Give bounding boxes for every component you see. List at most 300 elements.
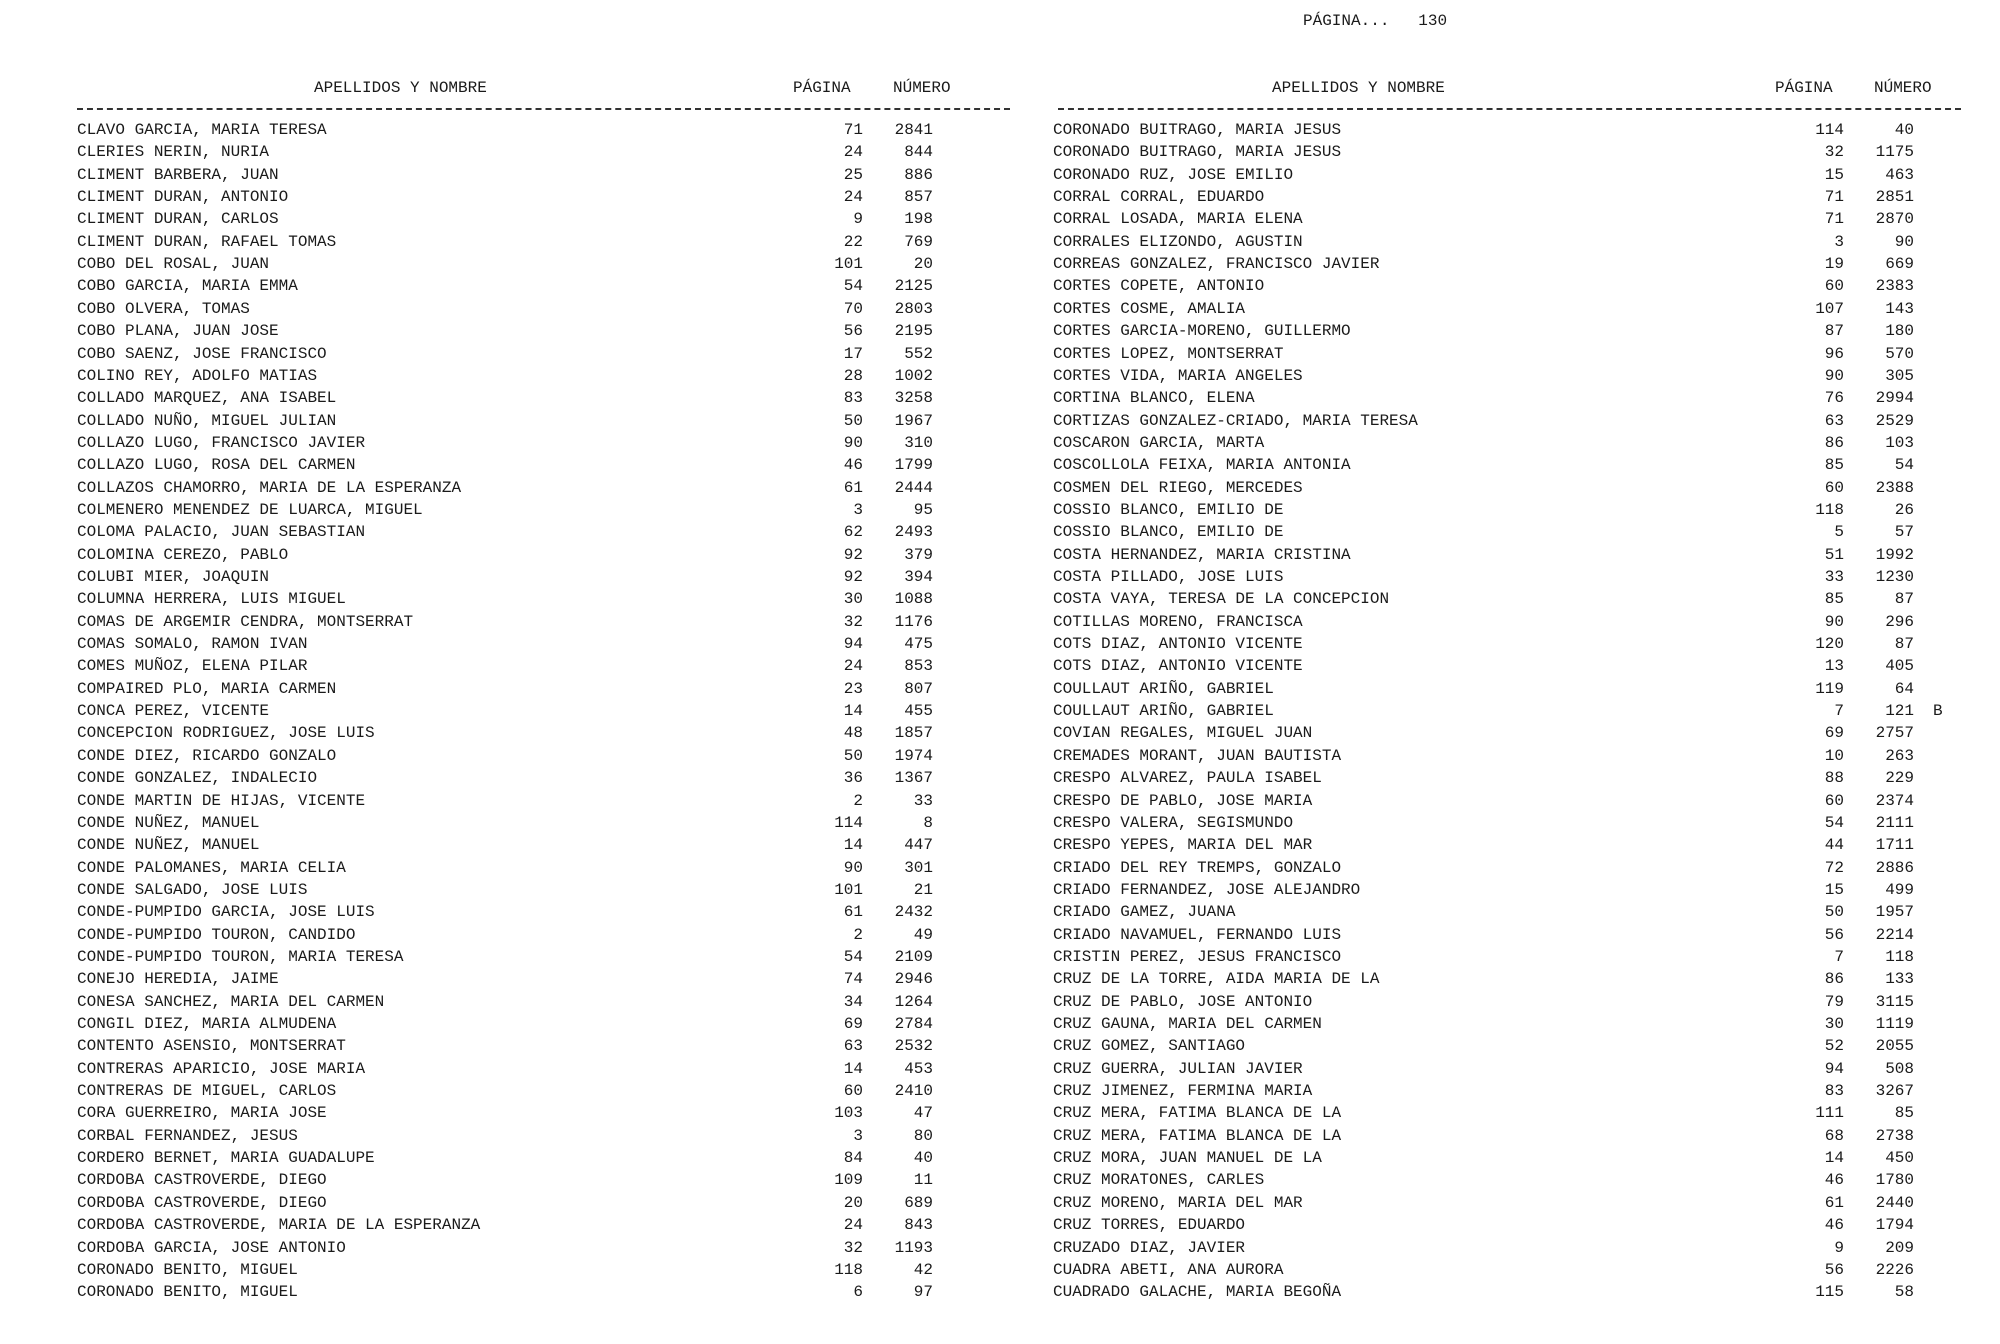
entry-name: COLLAZO LUGO, ROSA DEL CARMEN: [77, 456, 356, 475]
entry-number: 2226: [1875, 1260, 1914, 1279]
entry-name: CONDE-PUMPIDO TOURON, CANDIDO: [77, 925, 356, 944]
entry-page: 56: [1824, 925, 1844, 944]
entry-page: 3: [1834, 232, 1844, 251]
entry-name: CLAVO GARCIA, MARIA TERESA: [77, 121, 327, 139]
entry-number: 1974: [894, 746, 933, 765]
index-row: [0, 1037, 2000, 1059]
entry-name: CLIMENT DURAN, ANTONIO: [77, 188, 289, 207]
entry-page: 24: [843, 143, 863, 162]
entry-number: 1967: [894, 411, 933, 430]
right-divider: [1058, 108, 1961, 110]
index-row: [0, 1283, 2000, 1305]
right-header-name: APELLIDOS Y NOMBRE: [1272, 79, 1445, 97]
entry-name: COSCOLLOLA FEIXA, MARIA ANTONIA: [1053, 456, 1351, 475]
entry-page: 107: [1815, 299, 1844, 318]
index-row: [0, 657, 2000, 679]
entry-page: 24: [843, 1216, 863, 1235]
entry-number: 95: [913, 500, 933, 519]
entry-name: CRUZ MORENO, MARIA DEL MAR: [1053, 1193, 1303, 1212]
entry-number: 1857: [894, 724, 933, 743]
entry-number: 11: [913, 1171, 933, 1190]
entry-flag: B: [1933, 702, 1943, 721]
entry-name: CORA GUERREIRO, MARIA JOSE: [77, 1104, 327, 1123]
entry-name: CONDE-PUMPIDO GARCIA, JOSE LUIS: [77, 903, 375, 922]
entry-name: COSTA PILLADO, JOSE LUIS: [1053, 568, 1284, 586]
entry-name: COMAS SOMALO, RAMON IVAN: [77, 635, 308, 654]
entry-number: 49: [913, 925, 933, 944]
entry-name: CONDE DIEZ, RICARDO GONZALO: [77, 746, 337, 765]
entry-page: 69: [843, 1015, 863, 1033]
entry-name: CRUZ DE LA TORRE, AIDA MARIA DE LA: [1053, 970, 1380, 989]
entry-page: 54: [843, 947, 863, 966]
entry-page: 52: [1824, 1037, 1844, 1056]
entry-page: 32: [843, 1238, 863, 1257]
entry-number: 844: [904, 143, 933, 162]
entry-page: 68: [1824, 1126, 1844, 1145]
entry-number: 552: [904, 344, 933, 363]
entry-name: CRUZ MORATONES, CARLES: [1053, 1171, 1265, 1190]
index-row: [0, 456, 2000, 478]
entry-page: 72: [1824, 858, 1844, 877]
entry-name: COMAS DE ARGEMIR CENDRA, MONTSERRAT: [77, 612, 414, 631]
index-row: [0, 1127, 2000, 1149]
entry-page: 62: [843, 523, 863, 542]
entry-page: 60: [1824, 791, 1844, 810]
entry-number: 463: [1885, 165, 1914, 184]
entry-number: 853: [904, 657, 933, 676]
entry-page: 109: [834, 1171, 863, 1190]
entry-name: CORBAL FERNANDEZ, JESUS: [77, 1126, 298, 1145]
entry-name: CORONADO BUITRAGO, MARIA JESUS: [1053, 121, 1342, 139]
page-number: 130: [1418, 12, 1448, 30]
entry-number: 47: [913, 1104, 933, 1123]
entry-page: 24: [843, 188, 863, 207]
entry-number: 2195: [894, 322, 933, 341]
entry-page: 46: [1824, 1216, 1844, 1235]
index-row: [0, 1171, 2000, 1193]
entry-number: 54: [1894, 456, 1914, 475]
index-row: [0, 747, 2000, 769]
entry-name: CRUZ GOMEZ, SANTIAGO: [1053, 1037, 1246, 1056]
entry-number: 3267: [1875, 1082, 1914, 1101]
entry-number: 689: [904, 1193, 933, 1212]
index-row: [0, 859, 2000, 881]
entry-page: 96: [1824, 344, 1844, 363]
index-row: [0, 300, 2000, 322]
entry-number: 2738: [1875, 1126, 1914, 1145]
entry-page: 92: [843, 568, 863, 586]
entry-page: 56: [843, 322, 863, 341]
entry-page: 76: [1824, 389, 1844, 408]
entry-number: 2444: [894, 478, 933, 497]
entry-page: 22: [843, 232, 863, 251]
entry-name: CONCEPCION RODRIGUEZ, JOSE LUIS: [77, 724, 375, 743]
entry-number: 118: [1885, 947, 1914, 966]
entry-name: CRUZ MERA, FATIMA BLANCA DE LA: [1053, 1104, 1342, 1123]
entry-number: 2440: [1875, 1193, 1914, 1212]
entry-name: CRUZ MERA, FATIMA BLANCA DE LA: [1053, 1126, 1342, 1145]
entry-name: CORDOBA GARCIA, JOSE ANTONIO: [77, 1238, 346, 1257]
entry-page: 50: [1824, 903, 1844, 922]
entry-name: COLUMNA HERRERA, LUIS MIGUEL: [77, 590, 346, 609]
entry-page: 92: [843, 545, 863, 564]
entry-number: 2803: [894, 299, 933, 318]
entry-page: 114: [834, 813, 863, 832]
entry-name: CONCA PEREZ, VICENTE: [77, 702, 270, 721]
index-row: [0, 501, 2000, 523]
entry-number: 2410: [894, 1082, 933, 1101]
index-row: [0, 948, 2000, 970]
index-row: [0, 389, 2000, 411]
entry-page: 85: [1824, 590, 1844, 609]
index-row: [0, 926, 2000, 948]
entry-page: 46: [843, 456, 863, 475]
entry-page: 46: [1824, 1171, 1844, 1190]
entry-name: CORTINA BLANCO, ELENA: [1053, 389, 1255, 408]
entry-page: 20: [843, 1193, 863, 1212]
entry-page: 14: [843, 1059, 863, 1078]
entry-name: CRUZADO DIAZ, JAVIER: [1053, 1238, 1246, 1257]
entry-page: 86: [1824, 433, 1844, 452]
entry-name: CORDOBA CASTROVERDE, MARIA DE LA ESPERANZA: [77, 1216, 481, 1235]
index-row: [0, 546, 2000, 568]
entry-page: 101: [834, 255, 863, 274]
entry-number: 2757: [1875, 724, 1914, 743]
entry-name: COSTA VAYA, TERESA DE LA CONCEPCION: [1053, 590, 1390, 609]
entry-page: 85: [1824, 456, 1844, 475]
entry-number: 20: [913, 255, 933, 274]
entry-page: 60: [1824, 478, 1844, 497]
entry-page: 25: [843, 165, 863, 184]
entry-number: 40: [913, 1149, 933, 1168]
entry-number: 807: [904, 679, 933, 698]
index-row: [0, 143, 2000, 165]
entry-name: CORREAS GONZALEZ, FRANCISCO JAVIER: [1053, 255, 1380, 274]
entry-name: COTILLAS MORENO, FRANCISCA: [1053, 612, 1303, 631]
index-row: [0, 993, 2000, 1015]
entry-page: 10: [1824, 746, 1844, 765]
index-row: [0, 568, 2000, 590]
entry-page: 32: [843, 612, 863, 631]
entry-name: CLIMENT DURAN, RAFAEL TOMAS: [77, 232, 337, 251]
index-row: [0, 121, 2000, 143]
entry-number: 843: [904, 1216, 933, 1235]
entry-name: CORTES LOPEZ, MONTSERRAT: [1053, 344, 1284, 363]
entry-name: CRUZ TORRES, EDUARDO: [1053, 1216, 1246, 1235]
entry-name: CORDOBA CASTROVERDE, DIEGO: [77, 1171, 327, 1190]
entry-number: 229: [1885, 769, 1914, 788]
entry-page: 3: [853, 1126, 863, 1145]
entry-name: COLLAZO LUGO, FRANCISCO JAVIER: [77, 433, 366, 452]
entry-page: 101: [834, 880, 863, 899]
entry-name: CONDE MARTIN DE HIJAS, VICENTE: [77, 791, 366, 810]
entry-number: 1794: [1875, 1216, 1914, 1235]
index-row: [0, 1239, 2000, 1261]
entry-number: 305: [1885, 366, 1914, 385]
entry-name: CORONADO BUITRAGO, MARIA JESUS: [1053, 143, 1342, 162]
index-row: [0, 233, 2000, 255]
entry-page: 5: [1834, 523, 1844, 542]
entry-name: CRESPO YEPES, MARIA DEL MAR: [1053, 836, 1313, 855]
entry-page: 94: [1824, 1059, 1844, 1078]
entry-page: 69: [1824, 724, 1844, 743]
entry-number: 475: [904, 635, 933, 654]
entry-number: 87: [1894, 635, 1914, 654]
entry-page: 2: [853, 925, 863, 944]
entry-number: 1957: [1875, 903, 1914, 922]
entry-number: 85: [1894, 1104, 1914, 1123]
entry-page: 54: [1824, 813, 1844, 832]
entry-name: CRIADO GAMEZ, JUANA: [1053, 903, 1236, 922]
entry-page: 56: [1824, 1260, 1844, 1279]
entry-page: 13: [1824, 657, 1844, 676]
entry-number: 198: [904, 210, 933, 229]
entry-number: 40: [1894, 121, 1914, 139]
entry-page: 111: [1815, 1104, 1844, 1123]
index-row: [0, 277, 2000, 299]
entry-number: 1230: [1875, 568, 1914, 586]
entry-name: COSMEN DEL RIEGO, MERCEDES: [1053, 478, 1303, 497]
entry-name: CONDE NUÑEZ, MANUEL: [77, 813, 260, 832]
entry-name: COBO OLVERA, TOMAS: [77, 299, 250, 318]
index-row: [0, 635, 2000, 657]
entry-name: COSSIO BLANCO, EMILIO DE: [1053, 500, 1284, 519]
entry-page: 7: [1834, 947, 1844, 966]
left-divider: [77, 108, 1010, 110]
entry-number: 2841: [894, 121, 933, 139]
index-row: [0, 613, 2000, 635]
entry-page: 86: [1824, 970, 1844, 989]
index-row: [0, 881, 2000, 903]
index-row: [0, 970, 2000, 992]
entry-number: 1119: [1875, 1015, 1914, 1033]
index-row: [0, 1104, 2000, 1126]
entry-name: CONDE GONZALEZ, INDALECIO: [77, 769, 318, 788]
entry-name: CRUZ JIMENEZ, FERMINA MARIA: [1053, 1082, 1313, 1101]
entry-page: 2: [853, 791, 863, 810]
entry-name: CONGIL DIEZ, MARIA ALMUDENA: [77, 1015, 337, 1033]
index-row: [0, 345, 2000, 367]
entry-number: 2886: [1875, 858, 1914, 877]
entry-number: 121: [1885, 702, 1914, 721]
entry-name: COTS DIAZ, ANTONIO VICENTE: [1053, 657, 1303, 676]
entry-page: 33: [1824, 568, 1844, 586]
entry-page: 6: [853, 1283, 863, 1302]
left-header-number: NÚMERO: [893, 79, 951, 97]
entry-page: 83: [1824, 1082, 1844, 1101]
right-header-number: NÚMERO: [1874, 79, 1932, 97]
entry-name: CLIMENT DURAN, CARLOS: [77, 210, 279, 229]
entry-page: 15: [1824, 165, 1844, 184]
entry-number: 33: [913, 791, 933, 810]
entry-page: 119: [1815, 679, 1844, 698]
index-row: [0, 523, 2000, 545]
entry-page: 19: [1824, 255, 1844, 274]
entry-page: 60: [843, 1082, 863, 1101]
entry-number: 2388: [1875, 478, 1914, 497]
index-row: [0, 724, 2000, 746]
entry-name: CORTES GARCIA-MORENO, GUILLERMO: [1053, 322, 1351, 341]
entry-number: 886: [904, 165, 933, 184]
entry-page: 36: [843, 769, 863, 788]
index-row: [0, 322, 2000, 344]
entry-page: 14: [1824, 1149, 1844, 1168]
entry-page: 50: [843, 746, 863, 765]
entry-name: COBO GARCIA, MARIA EMMA: [77, 277, 298, 296]
index-row: [0, 412, 2000, 434]
entry-number: 2111: [1875, 813, 1914, 832]
entry-name: COULLAUT ARIÑO, GABRIEL: [1053, 679, 1274, 698]
entry-page: 90: [1824, 366, 1844, 385]
left-header-page: PÁGINA: [793, 79, 851, 97]
index-row: [0, 1194, 2000, 1216]
entry-name: CONESA SANCHEZ, MARIA DEL CARMEN: [77, 992, 385, 1011]
index-row: [0, 1082, 2000, 1104]
entry-page: 3: [853, 500, 863, 519]
entry-name: COLOMINA CEREZO, PABLO: [77, 545, 289, 564]
entry-page: 87: [1824, 322, 1844, 341]
entry-name: CREMADES MORANT, JUAN BAUTISTA: [1053, 746, 1342, 765]
entry-page: 61: [1824, 1193, 1844, 1212]
entry-number: 42: [913, 1260, 933, 1279]
index-row: [0, 1060, 2000, 1082]
entry-page: 114: [1815, 121, 1844, 139]
index-row: [0, 166, 2000, 188]
entry-page: 50: [843, 411, 863, 430]
entry-page: 60: [1824, 277, 1844, 296]
entry-page: 14: [843, 702, 863, 721]
entry-number: 1711: [1875, 836, 1914, 855]
entry-page: 90: [843, 858, 863, 877]
entry-number: 1799: [894, 456, 933, 475]
entry-name: CONDE PALOMANES, MARIA CELIA: [77, 858, 346, 877]
entry-number: 2374: [1875, 791, 1914, 810]
entry-page: 61: [843, 478, 863, 497]
entry-page: 71: [1824, 188, 1844, 207]
entry-name: CORONADO BENITO, MIGUEL: [77, 1283, 298, 1302]
entry-page: 103: [834, 1104, 863, 1123]
entry-number: 2214: [1875, 925, 1914, 944]
entry-name: CRESPO ALVAREZ, PAULA ISABEL: [1053, 769, 1322, 788]
entry-number: 508: [1885, 1059, 1914, 1078]
entry-number: 301: [904, 858, 933, 877]
entry-page: 34: [843, 992, 863, 1011]
entry-page: 88: [1824, 769, 1844, 788]
entry-number: 857: [904, 188, 933, 207]
entry-name: CRIADO NAVAMUEL, FERNANDO LUIS: [1053, 925, 1342, 944]
entry-page: 9: [853, 210, 863, 229]
entry-name: CRUZ GUERRA, JULIAN JAVIER: [1053, 1059, 1303, 1078]
entry-page: 90: [843, 433, 863, 452]
entry-number: 669: [1885, 255, 1914, 274]
entry-number: 3115: [1875, 992, 1914, 1011]
entry-name: CRUZ MORA, JUAN MANUEL DE LA: [1053, 1149, 1322, 1168]
index-row: [0, 1216, 2000, 1238]
entry-name: CLIMENT BARBERA, JUAN: [77, 165, 279, 184]
entry-number: 2529: [1875, 411, 1914, 430]
entry-name: CRIADO DEL REY TREMPS, GONZALO: [1053, 858, 1342, 877]
entry-name: COLLAZOS CHAMORRO, MARIA DE LA ESPERANZA: [77, 478, 462, 497]
entry-page: 32: [1824, 143, 1844, 162]
entry-page: 83: [843, 389, 863, 408]
index-row: [0, 255, 2000, 277]
entry-number: 143: [1885, 299, 1914, 318]
entry-number: 447: [904, 836, 933, 855]
entry-number: 263: [1885, 746, 1914, 765]
entry-name: CONDE-PUMPIDO TOURON, MARIA TERESA: [77, 947, 404, 966]
entry-page: 94: [843, 635, 863, 654]
entry-number: 87: [1894, 590, 1914, 609]
entry-number: 1264: [894, 992, 933, 1011]
entry-name: CRIADO FERNANDEZ, JOSE ALEJANDRO: [1053, 880, 1361, 899]
entry-page: 28: [843, 366, 863, 385]
entry-page: 24: [843, 657, 863, 676]
entry-name: COVIAN REGALES, MIGUEL JUAN: [1053, 724, 1313, 743]
right-header-page: PÁGINA: [1775, 79, 1833, 97]
index-row: [0, 479, 2000, 501]
entry-name: CLERIES NERIN, NURIA: [77, 143, 270, 162]
entry-name: COLLADO NUÑO, MIGUEL JULIAN: [77, 411, 337, 430]
entry-name: COLLADO MARQUEZ, ANA ISABEL: [77, 389, 337, 408]
entry-name: CRUZ DE PABLO, JOSE ANTONIO: [1053, 992, 1313, 1011]
entry-name: CONTENTO ASENSIO, MONTSERRAT: [77, 1037, 346, 1056]
entry-page: 74: [843, 970, 863, 989]
entry-name: CORTIZAS GONZALEZ-CRIADO, MARIA TERESA: [1053, 411, 1418, 430]
entry-number: 394: [904, 568, 933, 586]
entry-name: CONTRERAS DE MIGUEL, CARLOS: [77, 1082, 337, 1101]
entry-page: 44: [1824, 836, 1844, 855]
entry-number: 1088: [894, 590, 933, 609]
entry-number: 8: [923, 813, 933, 832]
index-row: [0, 680, 2000, 702]
entry-name: CONEJO HEREDIA, JAIME: [77, 970, 279, 989]
entry-number: 405: [1885, 657, 1914, 676]
entry-number: 209: [1885, 1238, 1914, 1257]
entry-page: 71: [1824, 210, 1844, 229]
entry-name: CUADRA ABETI, ANA AURORA: [1053, 1260, 1284, 1279]
entry-page: 118: [834, 1260, 863, 1279]
page-label: PÁGINA...: [1303, 12, 1390, 30]
entry-number: 2946: [894, 970, 933, 989]
index-row: [0, 814, 2000, 836]
entry-page: 30: [1824, 1015, 1844, 1033]
entry-number: 769: [904, 232, 933, 251]
entry-name: CORTES COSME, AMALIA: [1053, 299, 1246, 318]
entry-name: COLOMA PALACIO, JUAN SEBASTIAN: [77, 523, 366, 542]
entry-name: COBO DEL ROSAL, JUAN: [77, 255, 270, 274]
entry-page: 115: [1815, 1283, 1844, 1302]
entry-number: 2432: [894, 903, 933, 922]
entry-page: 54: [843, 277, 863, 296]
entry-page: 90: [1824, 612, 1844, 631]
entry-name: CORTES VIDA, MARIA ANGELES: [1053, 366, 1303, 385]
entry-number: 2994: [1875, 389, 1914, 408]
index-row: [0, 769, 2000, 791]
entry-name: COLMENERO MENENDEZ DE LUARCA, MIGUEL: [77, 500, 423, 519]
entry-name: CORONADO BENITO, MIGUEL: [77, 1260, 298, 1279]
entry-number: 58: [1894, 1283, 1914, 1302]
entry-number: 1175: [1875, 143, 1914, 162]
entry-name: COSTA HERNANDEZ, MARIA CRISTINA: [1053, 545, 1351, 564]
entry-page: 63: [843, 1037, 863, 1056]
entry-name: COULLAUT ARIÑO, GABRIEL: [1053, 702, 1274, 721]
entry-number: 64: [1894, 679, 1914, 698]
entry-number: 2055: [1875, 1037, 1914, 1056]
entry-page: 71: [843, 121, 863, 139]
entry-name: CORRAL CORRAL, EDUARDO: [1053, 188, 1265, 207]
entry-page: 84: [843, 1149, 863, 1168]
entry-number: 26: [1894, 500, 1914, 519]
